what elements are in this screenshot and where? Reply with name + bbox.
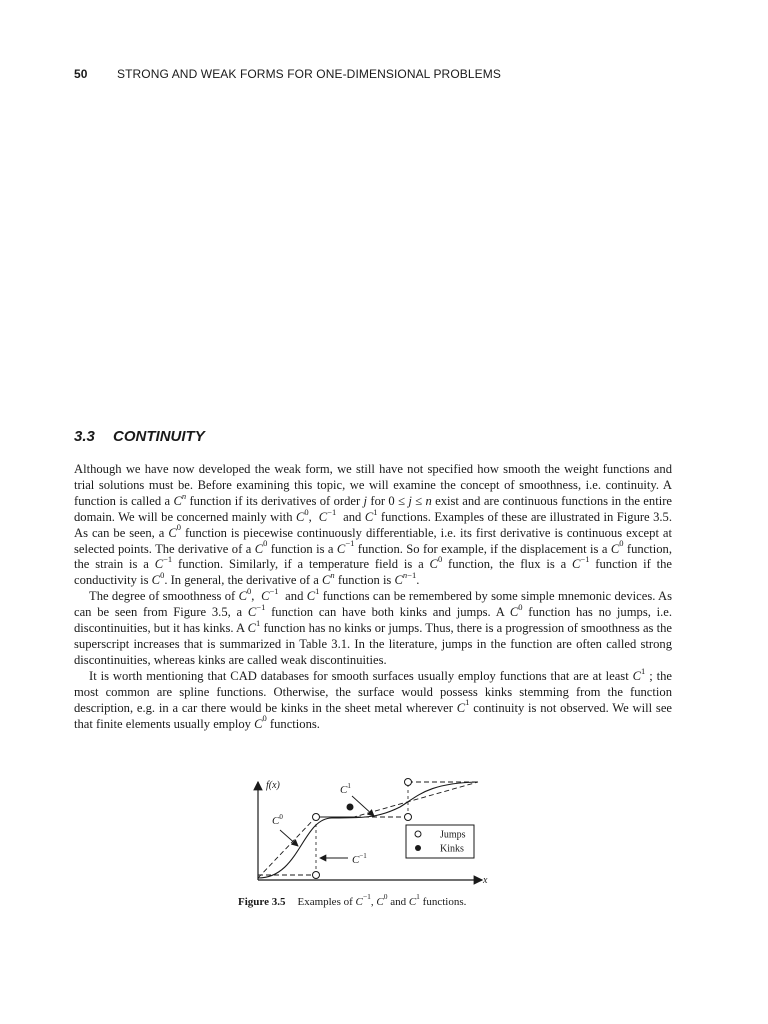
legend-kinks-symbol	[415, 845, 421, 851]
jump-marker	[405, 779, 412, 786]
jump-marker	[313, 872, 320, 879]
c-minus1-label: $C^{-1}$	[352, 852, 367, 866]
caption-and: and	[387, 896, 409, 908]
caption-text: Examples of	[297, 896, 356, 908]
continuity-diagram	[250, 772, 500, 888]
body-text	[74, 462, 672, 732]
running-header	[74, 67, 501, 81]
running-title: STRONG AND WEAK FORMS FOR ONE-DIMENSIONAL PROBLEMS	[117, 67, 501, 81]
figure-3-5	[250, 772, 500, 888]
figure-label: Figure 3.5	[238, 896, 286, 908]
c0-pointer	[280, 830, 298, 846]
y-axis-label: f(x)	[266, 780, 280, 791]
paragraph-3: It is worth mentioning that CAD databases for smooth surfaces usually employ functions that are at least $C^1$ ; the most common are spline functions. Otherwise, the surface would possess kinks stemming from the function description, e.g. in a car there would be kinks in the sheet metal wherever $C^1$ continuity is not observed. We will see that finite elements usually employ $C^0$ functions.	[74, 665, 673, 731]
paragraph-2: The degree of smoothness of $C^0$, $C^{-1}$ and $C^1$ functions can be remembered by some simple mnemonic devices. As can be seen from Figure 3.5, a $C^{-1}$ function can have both kinks and jumps. A $C^0$ function has no jumps, i.e. discontinuities, but it has kinks. A $C^1$ function has no kinks or jumps. Thus, there is a progression of smoothness as the superscript increases that is summarized in Table 3.1. In the literature, jumps in the function are often called strong discontinuities, whereas kinks are called weak discontinuities.	[74, 586, 673, 667]
figure-caption: Figure 3.5 Examples of $C^{-1}$, $C^0$ and $C^1$ functions.	[238, 892, 467, 908]
c1-pointer	[352, 796, 374, 816]
paragraph-1: Although we have now developed the weak form, we still have not specified how smooth the weight functions and trial solutions must be. Before examining this topic, we will examine the concept of smoothness, i.e. continuity. A function is called a $C^n$ function if its derivatives of order j for 0 ≤ j ≤ n exist and are continuous functions in the entire domain. We will be concerned mainly with $C^0$, $C^{-1}$ and $C^1$ functions. Examples of these are illustrated in Figure 3.5. As can be seen, a $C^0$ function is piecewise continuously differentiable, i.e. its first derivative is continuous except at selected points. The derivative of a $C^0$ function is a $C^{-1}$ function. So for example, if the displacement is a $C^0$ function, the strain is a $C^{-1}$ function. Similarly, if a temperature field is a $C^0$ function, the flux is a $C^{-1}$ function if the conductivity is $C^0$. In general, the derivative of a $C^n$ function is $C^{n-1}$.	[74, 462, 673, 588]
section-heading	[74, 428, 205, 445]
caption-end: functions.	[419, 896, 467, 908]
page-number: 50	[74, 67, 88, 81]
section-title: CONTINUITY	[113, 428, 205, 445]
kink-marker	[347, 804, 354, 811]
legend-jumps-symbol	[415, 831, 421, 837]
section-number: 3.3	[74, 428, 95, 445]
jump-marker	[405, 814, 412, 821]
legend-jumps-label: Jumps	[440, 829, 466, 841]
legend-kinks-label: Kinks	[440, 843, 464, 855]
jump-marker	[313, 814, 320, 821]
c1-label: $C^1$	[340, 782, 351, 796]
c0-label: $C^0$	[272, 813, 283, 827]
x-axis-label: x	[483, 875, 488, 886]
